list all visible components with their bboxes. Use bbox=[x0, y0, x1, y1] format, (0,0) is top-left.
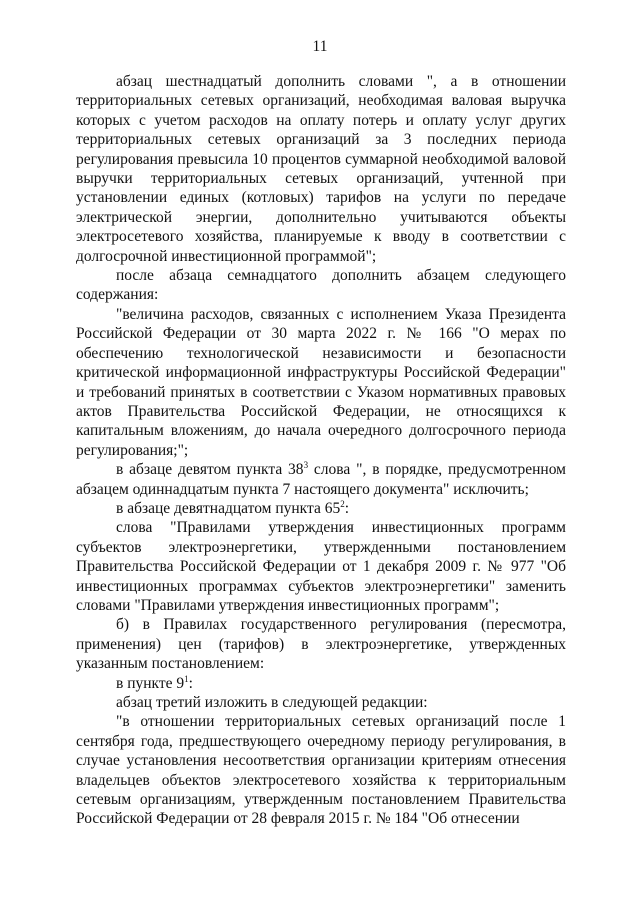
paragraph: после абзаца семнадцатого дополнить абзацем следующего содержания: bbox=[76, 267, 566, 304]
superscript: 1 bbox=[184, 673, 189, 684]
paragraph: абзац третий изложить в следующей редакции: bbox=[116, 694, 428, 711]
paragraph-text: слова ", в порядке, предусмотренном абзацем одиннадцатым пункта 7 настоящего документа" исключить; bbox=[76, 461, 566, 498]
paragraph: "в отношении территориальных сетевых организаций после 1 сентября года, предшествующего очередному периоду регулирования, в случае установления несоответствия организации критериям отнесения владельцев объектов электросетевого хозяйства к территориальным сетевым организациям, утвержденным постановлением Правительства Российской Федерации от 28 февраля 2015 г. № 184 "Об отнесении bbox=[76, 713, 566, 828]
superscript: 2 bbox=[340, 498, 345, 509]
paragraph-text: в пункте 9 bbox=[116, 674, 185, 692]
paragraph: б) в Правилах государственного регулирования (пересмотра, применения) цен (тарифов) в электроэнергетике, утвержденных указанным постановлением: bbox=[76, 616, 566, 673]
page-number: 11 bbox=[312, 38, 328, 55]
paragraph: слова "Правилами утверждения инвестиционных программ субъектов электроэнергетики, утвержденными постановлением Правительства Российской Федерации от 1 декабря 2009 г. № 977 "Об инвестиционных программах субъектов электроэнергетики" заменить словами "Правилами утверждения инвестиционных программ"; bbox=[76, 519, 566, 614]
paragraph bbox=[76, 499, 566, 518]
paragraph-text: : bbox=[344, 499, 350, 517]
document-body bbox=[76, 72, 566, 829]
paragraph-text: в абзаце девятнадцатом пункта 65 bbox=[116, 499, 341, 517]
paragraph bbox=[76, 674, 566, 693]
paragraph: абзац шестнадцатый дополнить словами ", а в отношении территориальных сетевых организаций, необходимая валовая выручка которых с учетом расходов на оплату потерь и оплату услуг других территориальных сетевых организаций за 3 последних периода регулирования превысила 10 процентов суммарной необходимой валовой выручки территориальных сетевых организаций, учтенной при установлении единых (котловых) тарифов на услуги по передаче электрической энергии, дополнительно учитываются объекты электросетевого хозяйства, планируемые к вводу в соответствии с долгосрочной инвестиционной программой"; bbox=[76, 73, 566, 265]
superscript: 3 bbox=[303, 460, 309, 471]
paragraph-text: в абзаце девятом пункта 38 bbox=[116, 461, 304, 479]
paragraph-text: : bbox=[188, 674, 193, 692]
paragraph: "величина расходов, связанных с исполнением Указа Президента Российской Федерации от 30 марта 2022 г. № 166 "О мерах по обеспечению технологической независимости и безопасности критической информационной инфраструктуры Российской Федерации" и требований принятых в соответствии с Указом нормативных правовых актов Правительства Российской Федерации, не относящихся к капитальным вложениям, до начала очередного долгосрочного периода регулирования;"; bbox=[76, 305, 566, 459]
paragraph bbox=[76, 460, 566, 499]
